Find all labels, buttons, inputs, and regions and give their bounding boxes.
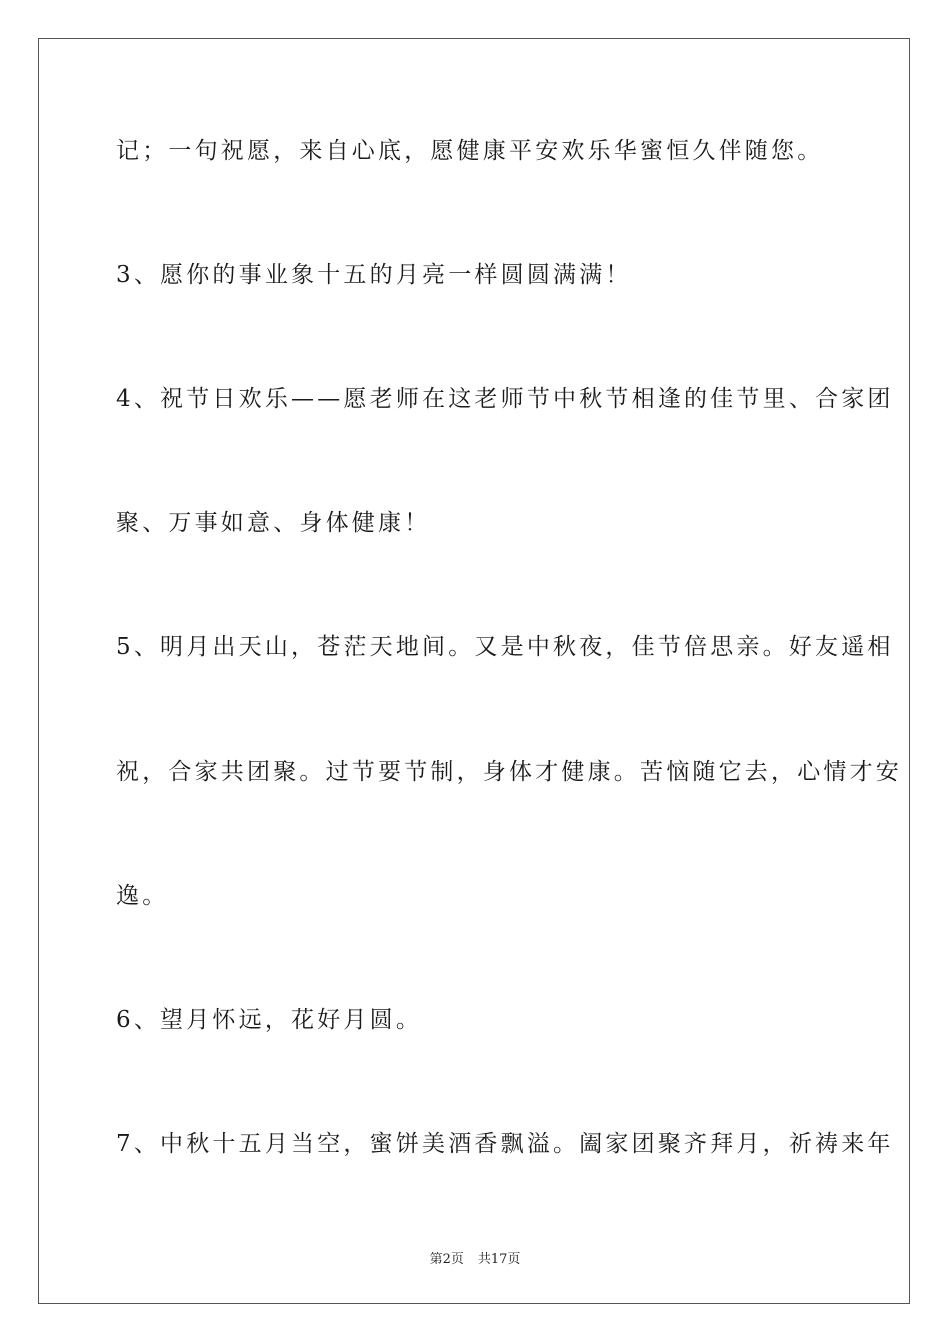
text-line: 3、愿你的事业象十五的月亮一样圆圆满满！ — [116, 262, 632, 288]
text-line: 4、祝节日欢乐——愿老师在这老师节中秋节相逢的佳节里、合家团 — [116, 386, 894, 412]
text-line: 祝，合家共团聚。过节要节制，身体才健康。苦恼随它去，心情才安 — [116, 759, 902, 785]
text-line: 6、望月怀远，花好月圆。 — [116, 1007, 423, 1033]
page-border — [38, 38, 910, 1304]
page-number: 第2页 — [429, 1252, 464, 1267]
text-line: 记；一句祝愿，来自心底，愿健康平安欢乐华蜜恒久伴随您。 — [116, 138, 824, 164]
text-line: 7、中秋十五月当空，蜜饼美酒香飘溢。阖家团聚齐拜月，祈祷来年 — [116, 1131, 894, 1157]
text-line: 聚、万事如意、身体健康！ — [116, 510, 431, 536]
text-line: 5、明月出天山，苍茫天地间。又是中秋夜，佳节倍思亲。好友遥相 — [116, 634, 894, 660]
page-total: 共17页 — [477, 1252, 521, 1267]
page-footer — [0, 1248, 950, 1267]
text-line: 逸。 — [116, 883, 169, 909]
